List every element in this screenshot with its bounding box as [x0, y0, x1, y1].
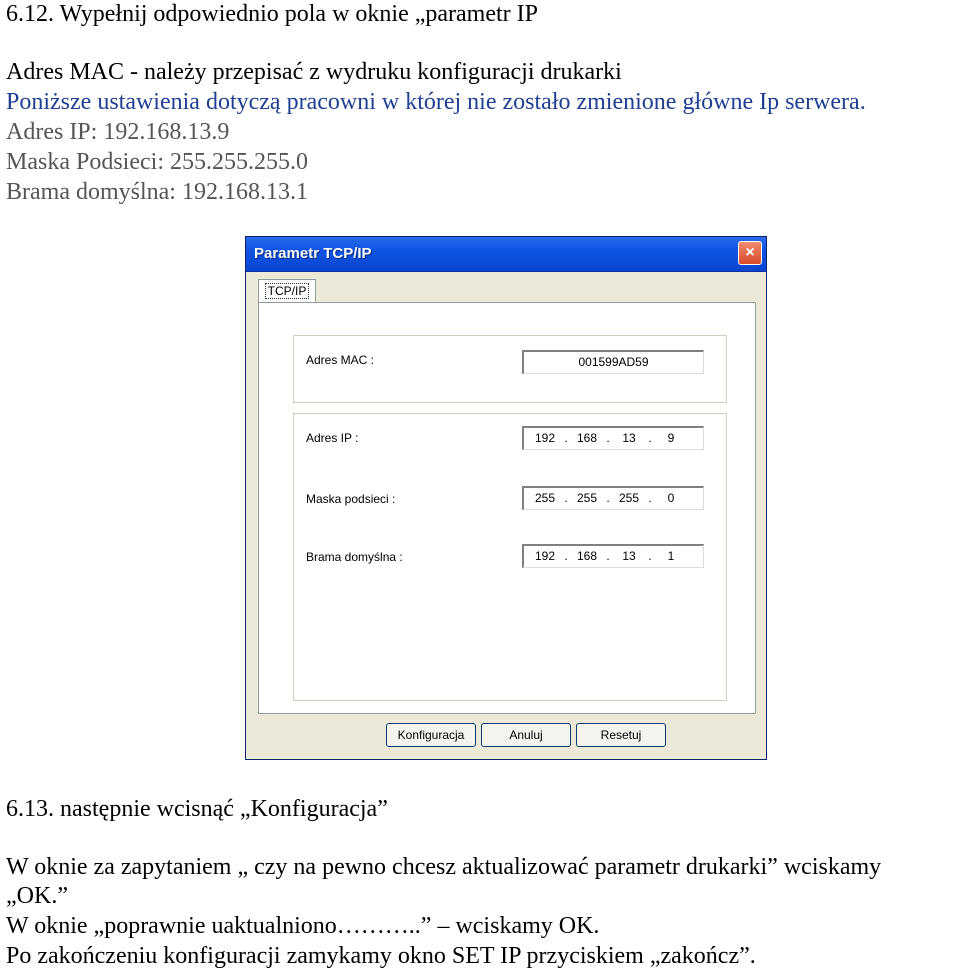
ip-octet: 13: [622, 431, 636, 445]
mask-octet: 255: [618, 491, 640, 505]
gateway-field[interactable]: [522, 544, 704, 568]
paragraph-confirm-ok: „OK.”: [6, 883, 68, 909]
mask-label: Maska podsieci :: [306, 492, 396, 506]
reset-button[interactable]: Resetuj: [576, 723, 666, 747]
octet-separator: .: [564, 491, 568, 505]
step-13-text: 6.13. następnie wcisnąć „Konfiguracja”: [6, 796, 388, 822]
ip-label: Adres IP :: [306, 431, 359, 445]
ip-octet: 192: [534, 431, 556, 445]
tab-tcpip-label: TCP/IP: [265, 283, 310, 299]
octet-separator: .: [648, 431, 652, 445]
mac-instruction: Adres MAC - należy przepisać z wydruku konfiguracji drukarki: [6, 59, 622, 85]
close-icon[interactable]: ×: [738, 241, 762, 265]
gateway-octet: 168: [576, 549, 598, 563]
gateway-octet: 1: [667, 549, 675, 563]
octet-separator: .: [648, 549, 652, 563]
dialog-titlebar[interactable]: [246, 237, 766, 272]
ip-octet: 9: [667, 431, 675, 445]
mac-group: [293, 335, 727, 403]
mac-field[interactable]: [522, 350, 704, 374]
octet-separator: .: [564, 431, 568, 445]
ip-setting-text: Adres IP: 192.168.13.9: [6, 119, 230, 145]
mask-octet: 0: [667, 491, 675, 505]
octet-separator: .: [606, 549, 610, 563]
note-text: Poniższe ustawienia dotyczą pracowni w której nie zostało zmienione główne Ip serwera.: [6, 89, 866, 115]
octet-separator: .: [606, 431, 610, 445]
mask-octet: 255: [534, 491, 556, 505]
tab-panel: [258, 302, 756, 714]
ip-group: [293, 413, 727, 701]
mac-label: Adres MAC :: [306, 353, 375, 367]
paragraph-updated: W oknie „poprawnie uaktualniono………..” – wciskamy OK.: [6, 913, 600, 939]
cancel-button[interactable]: Anuluj: [481, 723, 571, 747]
gateway-setting-text: Brama domyślna: 192.168.13.1: [6, 179, 308, 205]
mask-setting-text: Maska Podsieci: 255.255.255.0: [6, 149, 308, 175]
octet-separator: .: [606, 491, 610, 505]
octet-separator: .: [648, 491, 652, 505]
ip-field[interactable]: [522, 426, 704, 450]
gateway-label: Brama domyślna :: [306, 550, 403, 564]
mask-octet: 255: [576, 491, 598, 505]
dialog-title: Parametr TCP/IP: [254, 245, 372, 262]
mask-field[interactable]: [522, 486, 704, 510]
instruction-heading: 6.12. Wypełnij odpowiednio pola w oknie „parametr IP: [6, 1, 538, 27]
gateway-octet: 192: [534, 549, 556, 563]
ip-octet: 168: [576, 431, 598, 445]
gateway-octet: 13: [622, 549, 636, 563]
paragraph-confirm: W oknie za zapytaniem „ czy na pewno chcesz aktualizować parametr drukarki” wciskamy: [6, 854, 882, 880]
tab-tcpip[interactable]: [258, 279, 316, 303]
configuration-button[interactable]: Konfiguracja: [386, 723, 476, 747]
mac-value: 001599AD59: [578, 355, 649, 369]
paragraph-finish: Po zakończeniu konfiguracji zamykamy okno SET IP przyciskiem „zakończ”.: [6, 943, 756, 969]
tcpip-dialog: [245, 236, 767, 760]
octet-separator: .: [564, 549, 568, 563]
